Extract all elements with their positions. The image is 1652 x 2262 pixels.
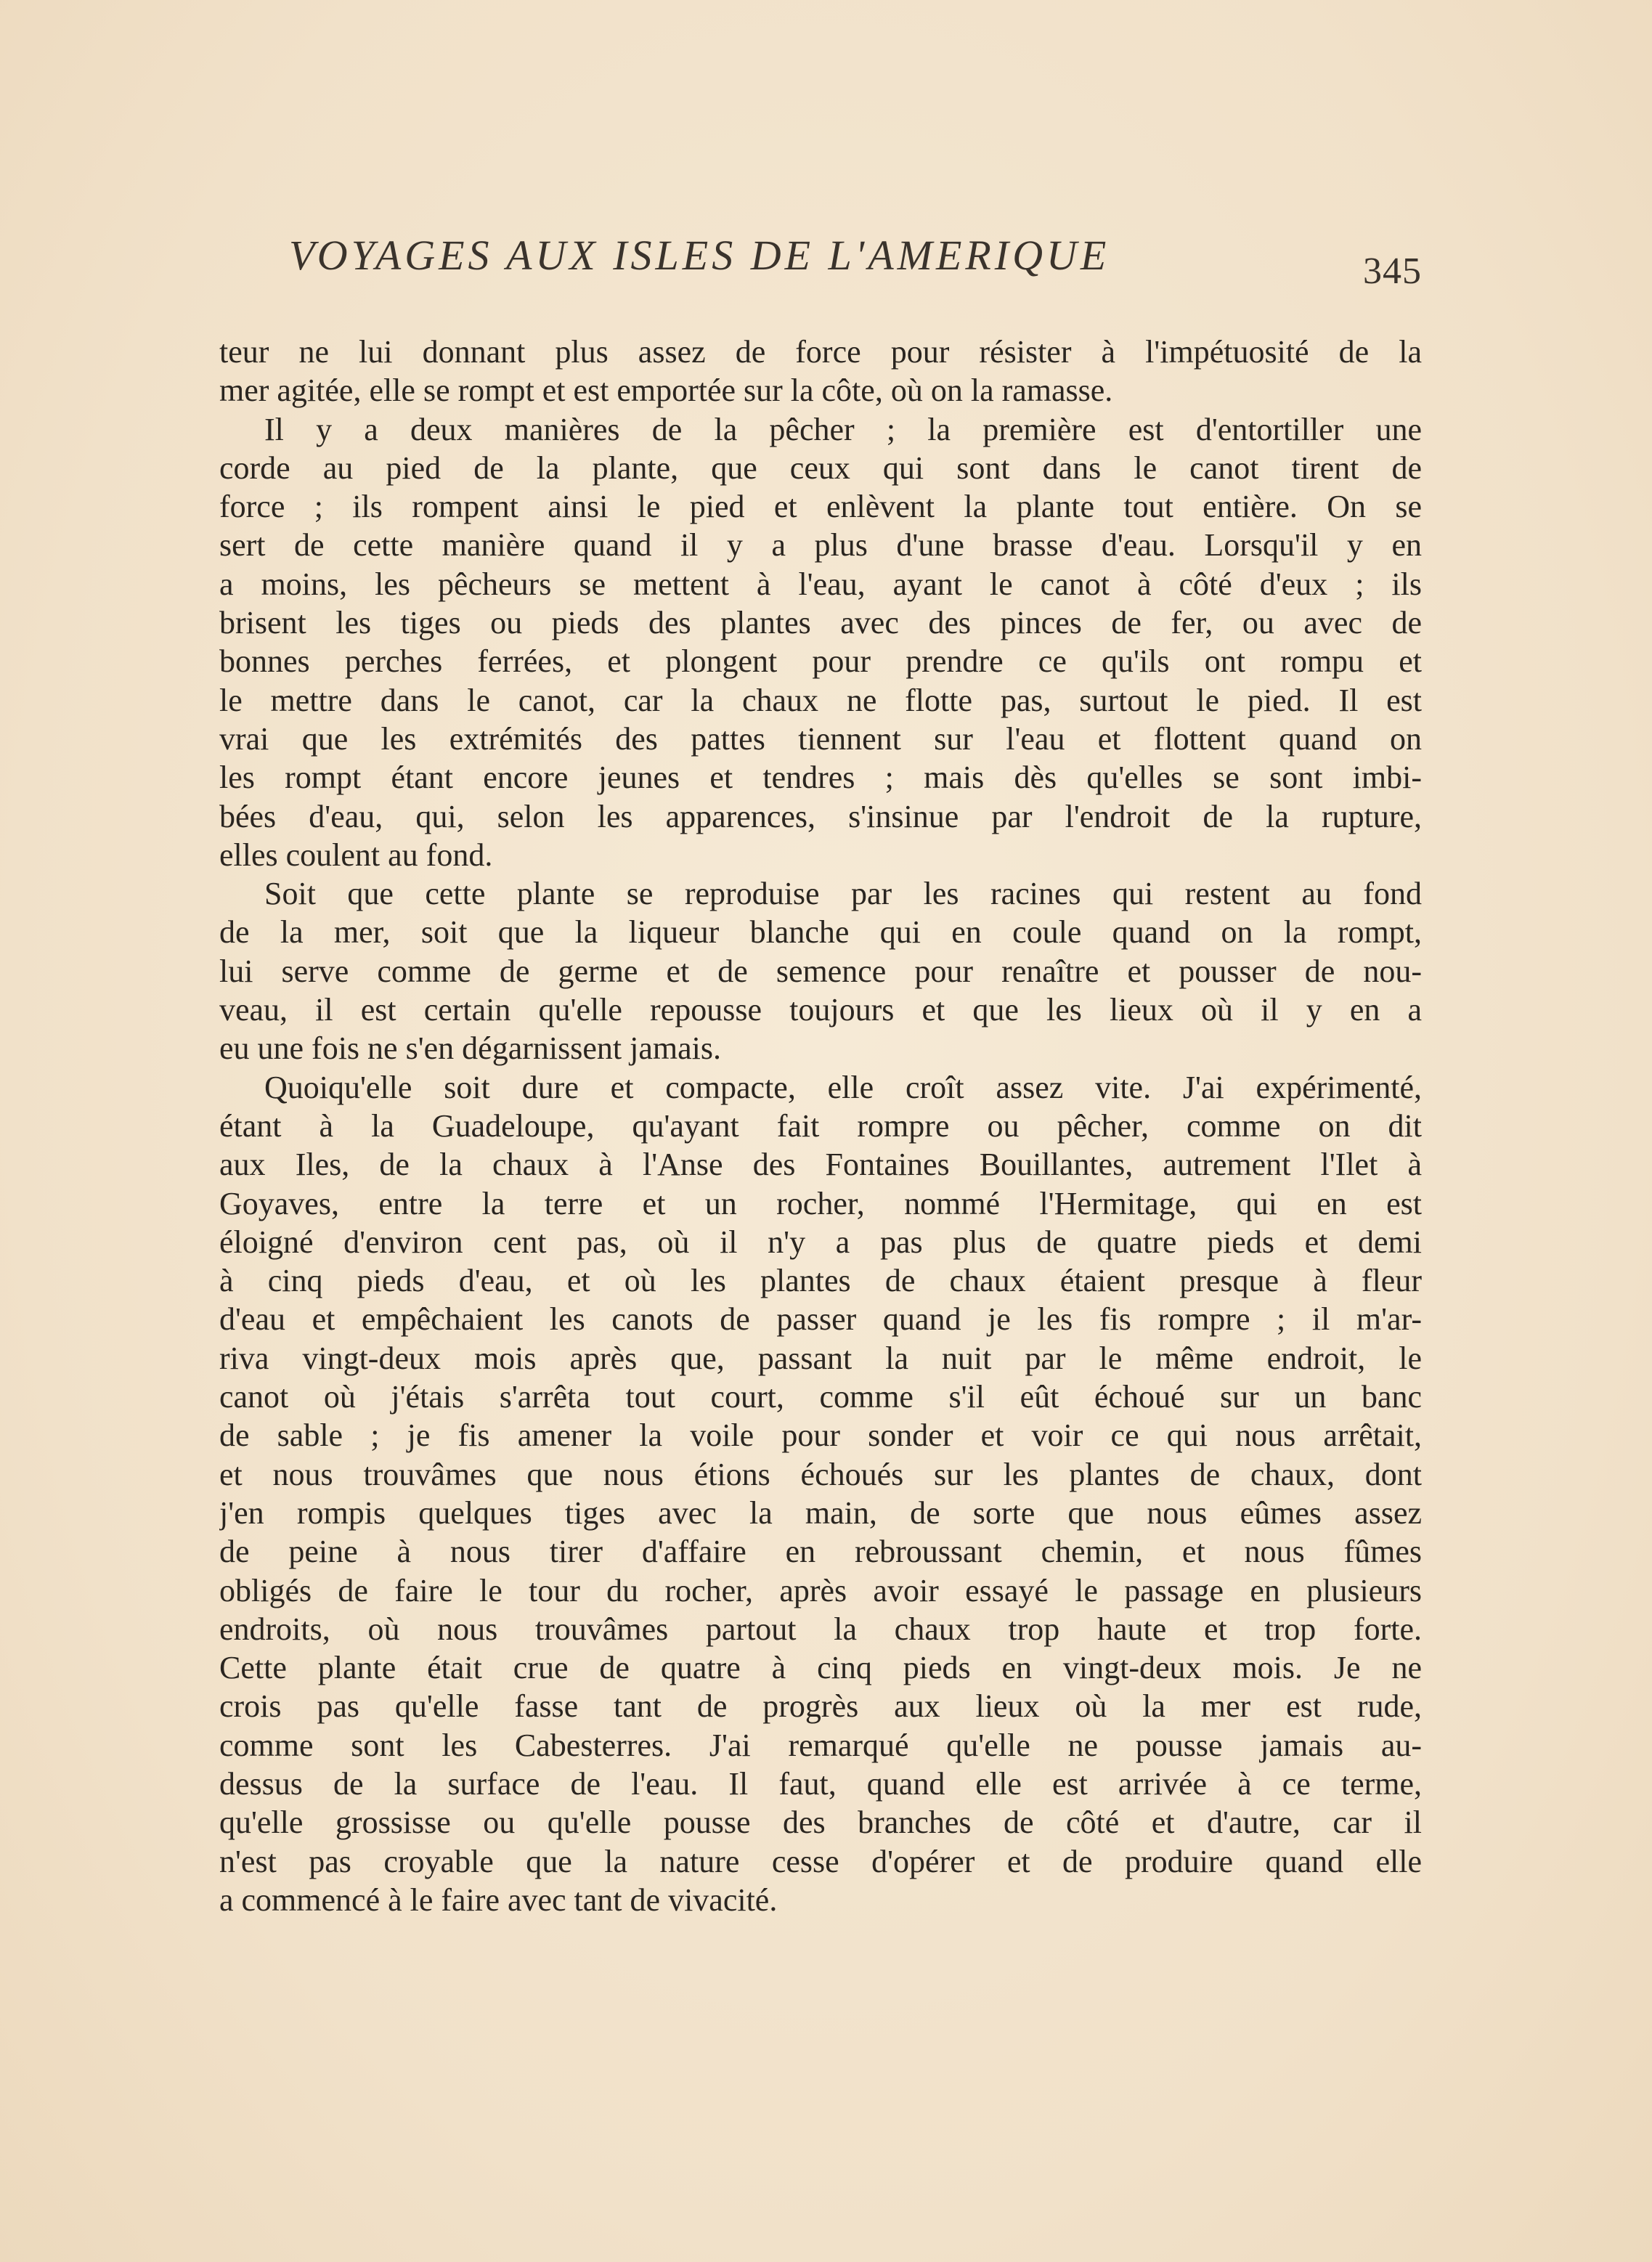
text-line: vrai que les extrémités des pattes tiennent sur l'eau et flottent quand on <box>219 720 1422 757</box>
text-line: les rompt étant encore jeunes et tendres ; mais dès qu'elles se sont imbi- <box>219 760 1422 796</box>
text-line: veau, il est certain qu'elle repousse toujours et que les lieux où il y en a <box>219 992 1422 1028</box>
text-line: de sable ; je fis amener la voile pour sonder et voir ce qui nous arrêtait, <box>219 1417 1422 1454</box>
page-number: 345 <box>1363 251 1422 292</box>
text-line: aux Iles, de la chaux à l'Anse des Fontaines Bouillantes, autrement l'Ilet à <box>219 1147 1422 1183</box>
text-line: étant à la Guadeloupe, qu'ayant fait rompre ou pêcher, comme on dit <box>219 1107 1422 1144</box>
text-line: de peine à nous tirer d'affaire en rebroussant chemin, et nous fûmes <box>219 1534 1422 1570</box>
text-line: a moins, les pêcheurs se mettent à l'eau, ayant le canot à côté d'eux ; ils <box>219 566 1422 602</box>
text-line: Goyaves, entre la terre et un rocher, nommé l'Hermitage, qui en est <box>219 1185 1422 1221</box>
text-line: n'est pas croyable que la nature cesse d'opérer et de produire quand elle <box>219 1843 1422 1879</box>
text-line: riva vingt-deux mois après que, passant la nuit par le même endroit, le <box>219 1340 1422 1376</box>
text-line: bées d'eau, qui, selon les apparences, s'insinue par l'endroit de la rupture, <box>219 798 1422 834</box>
text-line: j'en rompis quelques tiges avec la main, de sorte que nous eûmes assez <box>219 1494 1422 1531</box>
text-line: Cette plante était crue de quatre à cinq pieds en vingt-deux mois. Je ne <box>219 1650 1422 1686</box>
text-line: Soit que cette plante se reproduise par les racines qui restent au fond <box>264 876 1422 912</box>
running-head <box>289 231 1422 296</box>
text-line: corde au pied de la plante, que ceux qui sont dans le canot tirent de <box>219 449 1422 486</box>
text-line: brisent les tiges ou pieds des plantes avec des pinces de fer, ou avec de <box>219 605 1422 641</box>
text-line: endroits, où nous trouvâmes partout la chaux trop haute et trop forte. <box>219 1611 1422 1647</box>
text-line: à cinq pieds d'eau, et où les plantes de chaux étaient presque à fleur <box>219 1263 1422 1299</box>
body-text <box>219 333 1422 1919</box>
running-title: VOYAGES AUX ISLES DE L'AMERIQUE <box>289 232 1110 279</box>
text-line: teur ne lui donnant plus assez de force pour résister à l'impétuosité de la <box>219 334 1422 370</box>
text-line: mer agitée, elle se rompt et est emportée sur la côte, où on la ramasse. <box>219 373 1113 409</box>
text-line: Quoiqu'elle soit dure et compacte, elle croît assez vite. J'ai expérimenté, <box>264 1069 1422 1105</box>
text-line: eu une fois ne s'en dégarnissent jamais. <box>219 1030 721 1067</box>
text-line: a commencé à le faire avec tant de vivacité. <box>219 1881 778 1918</box>
text-line: de la mer, soit que la liqueur blanche qui en coule quand on la rompt, <box>219 914 1422 951</box>
text-line: force ; ils rompent ainsi le pied et enlèvent la plante tout entière. On se <box>219 489 1422 525</box>
text-line: d'eau et empêchaient les canots de passer quand je les fis rompre ; il m'ar- <box>219 1301 1422 1338</box>
text-line: éloigné d'environ cent pas, où il n'y a pas plus de quatre pieds et demi <box>219 1224 1422 1260</box>
text-line: sert de cette manière quand il y a plus d'une brasse d'eau. Lorsqu'il y en <box>219 527 1422 564</box>
text-line: qu'elle grossisse ou qu'elle pousse des branches de côté et d'autre, car il <box>219 1805 1422 1841</box>
text-line: comme sont les Cabesterres. J'ai remarqué qu'elle ne pousse jamais au- <box>219 1727 1422 1763</box>
text-line: elles coulent au fond. <box>219 837 493 873</box>
text-line: crois pas qu'elle fasse tant de progrès aux lieux où la mer est rude, <box>219 1688 1422 1725</box>
text-line: et nous trouvâmes que nous étions échoués sur les plantes de chaux, dont <box>219 1456 1422 1492</box>
text-line: lui serve comme de germe et de semence pour renaître et pousser de nou- <box>219 953 1422 989</box>
text-line: canot où j'étais s'arrêta tout court, comme s'il eût échoué sur un banc <box>219 1379 1422 1415</box>
text-line: bonnes perches ferrées, et plongent pour prendre ce qu'ils ont rompu et <box>219 643 1422 680</box>
text-line: obligés de faire le tour du rocher, après avoir essayé le passage en plusieurs <box>219 1572 1422 1608</box>
text-line: le mettre dans le canot, car la chaux ne flotte pas, surtout le pied. Il est <box>219 682 1422 718</box>
text-line: dessus de la surface de l'eau. Il faut, quand elle est arrivée à ce terme, <box>219 1765 1422 1802</box>
text-line: Il y a deux manières de la pêcher ; la première est d'entortiller une <box>264 411 1422 447</box>
